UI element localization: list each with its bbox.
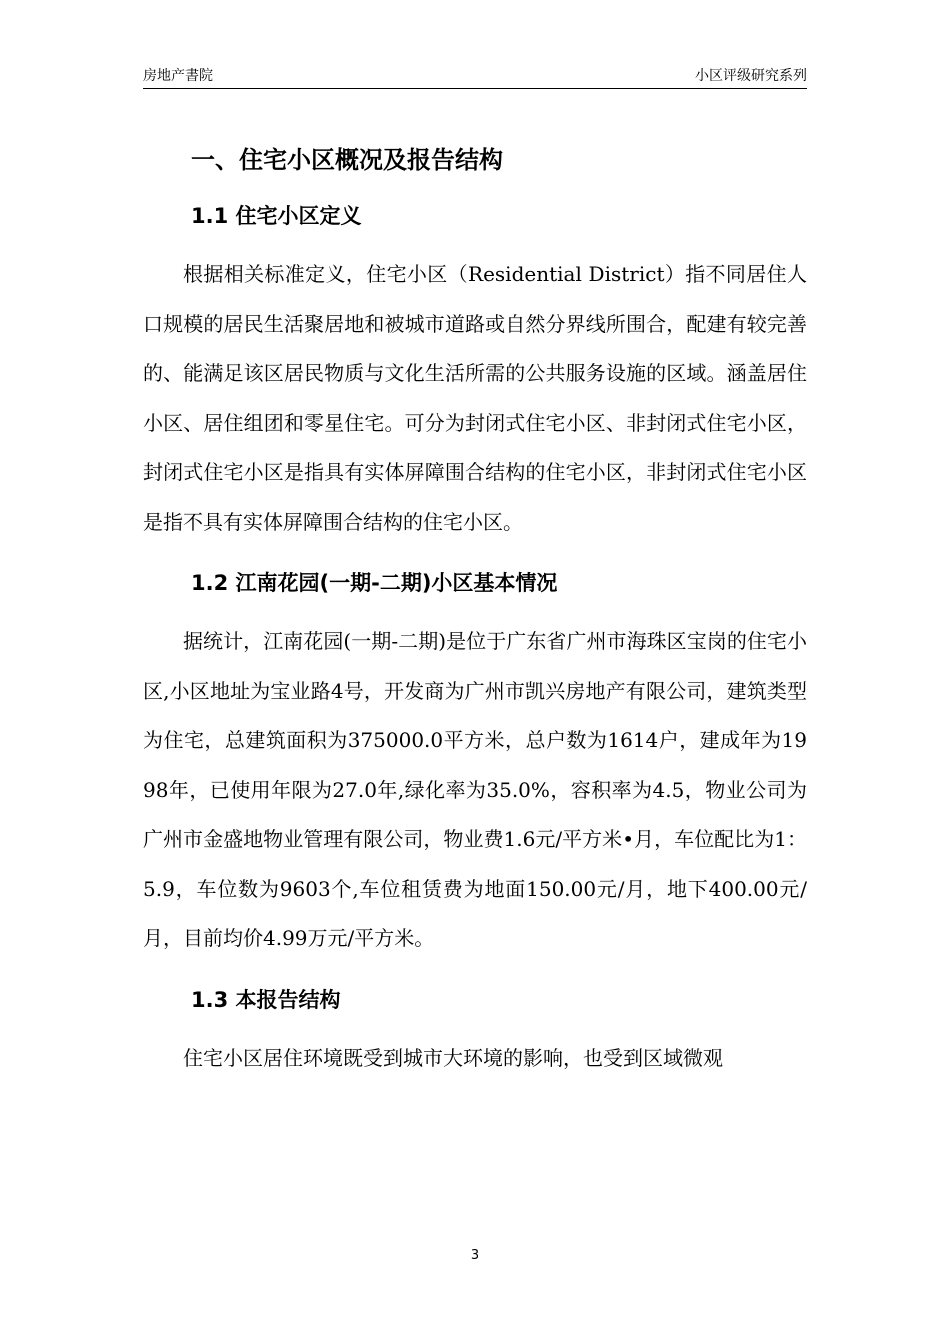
header-series: 小区评级研究系列: [695, 68, 807, 84]
paragraph-definition: 根据相关标准定义，住宅小区（Residential District）指不同居住人口规模的居民生活聚居地和被城市道路或自然分界线所围合，配建有较完善的、能满足该区居民物质与文化生活所需的公共服务设施的区域。涵盖居住小区、居住组团和零星住宅。可分为封闭式住宅小区、非封闭式住宅小区，封闭式住宅小区是指具有实体屏障围合结构的住宅小区，非封闭式住宅小区是指不具有实体屏障围合结构的住宅小区。: [143, 262, 807, 534]
page-number: 3: [470, 1248, 480, 1263]
subsection-heading-1-2: 1.2 江南花园(一期-二期)小区基本情况: [191, 571, 558, 595]
document-body: [143, 140, 807, 1099]
subsection-heading-1-3: 1.3 本报告结构: [191, 987, 341, 1012]
paragraph-report-structure: 住宅小区居住环境既受到城市大环境的影响，也受到区域微观: [183, 1045, 723, 1070]
header-publisher: 房地产書院: [143, 68, 213, 84]
paragraph-basic-info: 据统计，江南花园(一期-二期)是位于广东省广州市海珠区宝岗的住宅小区,小区地址为宝业路4号，开发商为广州市凯兴房地产有限公司，建筑类型为住宅，总建筑面积为375000.0平方米，总户数为1614户，建成年为1998年，已使用年限为27.0年,绿化率为35.0%，容积率为4.5，物业公司为广州市金盛地物业管理有限公司，物业费1.6元/平方米•月，车位配比为1：5.9，车位数为9603个,车位租赁费为地面150.00元/月，地下400.00元/月，目前均价4.99万元/平方米。: [143, 629, 807, 950]
subsection-heading-1-1: 1.1 住宅小区定义: [191, 204, 362, 228]
section-heading: 一、住宅小区概况及报告结构: [191, 146, 503, 174]
page-header: [143, 66, 807, 89]
